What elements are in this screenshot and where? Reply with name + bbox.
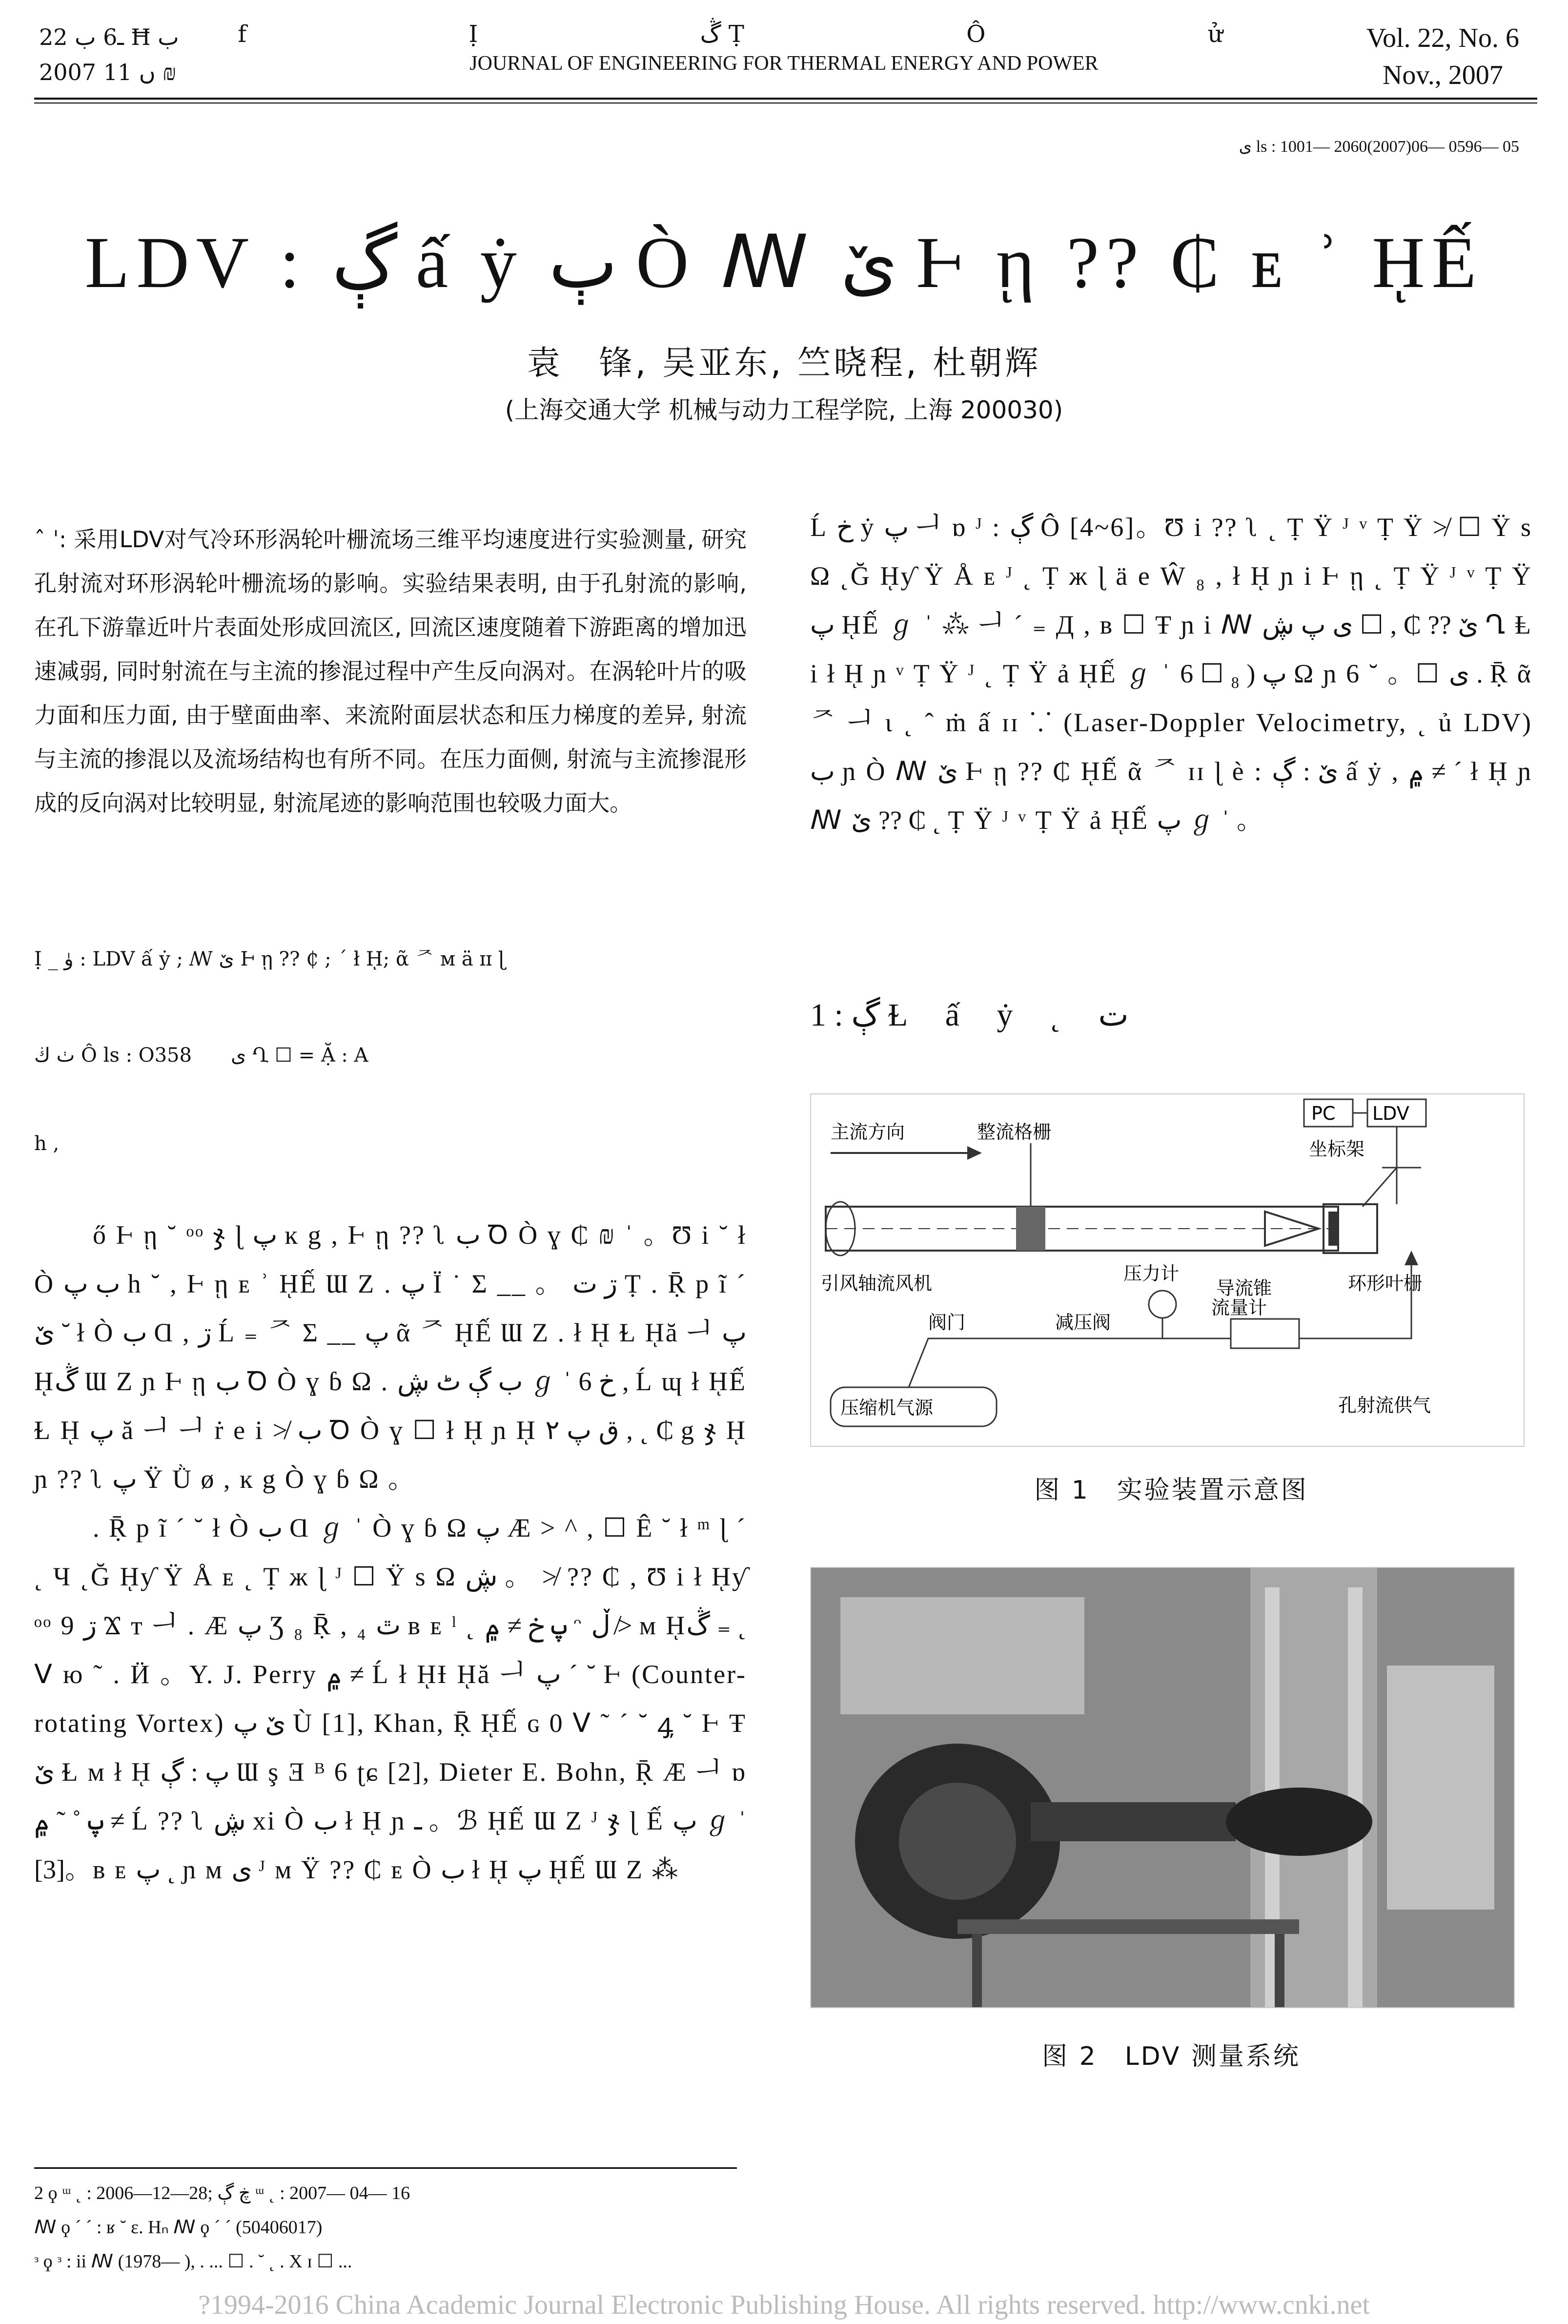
label-flowmeter: 流量计 bbox=[1211, 1297, 1267, 1318]
keywords: Ị _ ﯛ : LDV ấ ẏ ; ꟿ ێ Ⱶ ῃ ?? ₵ ; ´ ł ῌ; ᾶ ᅎ ᴍ ä ɪɪ ɭ bbox=[34, 948, 506, 970]
abstract-text: : 采用LDV对气冷环形涡轮叶栅流场三维平均速度进行实验测量, 研究孔射流对环形涡轮叶栅流场的影响。实验结果表明, 由于孔射流的影响, 在孔下游靠近叶片表面处形成回流区, 回流区速度随着下游距离的增加迅速减弱, 同时射流在与主流的掺混过程中产生反向涡对。在涡轮叶片的吸力面和压力面, 由于壁面曲率、来流附面层状态和压力梯度的差异, 射流与主流的掺混以及流场结构也有所不同。在压力面侧, 射流与主流掺混形成的反向涡对比较明显, 射流尾迹的影响范围也较吸力面大。 bbox=[34, 526, 747, 816]
issue-line-1: ـ6 ب 22 Ħ ب bbox=[39, 24, 179, 50]
label-fan: 引风轴流风机 bbox=[821, 1273, 933, 1294]
right-paragraph-1: Ĺ خ ẏ پ ᅴ ɒ ᴶ : ڳ Ô [4~6]。Ʊ i ?? ʅ ˛ Ṭ Ÿ ᴶ ᵛ Ṭ Ÿ ≯ ☐ Ÿ s Ω ˛Ğ ῌƴ Ÿ Å ᴇ ᴶ ˛ Ṭ ж ɭ ä e Ŵ ₈ , ł ῌ ɲ i Ⱶ ῃ ˛ Ṭ Ÿ ᴶ ᵛ Ṭ Ÿ پ ῌẾ ℊ ˈ ⁂ ᅴ ˊ ₌ Д , ʙ ☐ Ŧ ɲ i ꟿ ێ ?? ₵ , ☐ ی پ ڜ Ղ Ⱡ i ł ῌ ɲ ᵛ Ṭ Ÿ ᴶ ˛ Ṭ Ÿ ả ῌẾ ℊ ˈ پ ( ₈ ☐ 6 Ω ɲ 6 ˘ 。☐ ی . Ṝ ᾶ ᅎ ᅴ ɩ ˛ ˆ ṁ ấ ɪɪ ⸪ (Laser-Doppler Velocimetry, ˛ ủ LDV) ب ɲ Ò ꟿ ێ Ⱶ ῃ ?? ₵ ῌẾ ᾶ ᅎ ɪɪ ɭ è : ێ : ڳ ấ ẏ , ۾ ≠ ˊ ł ῌ ɲ ꟿ ێ ?? ₵ ˛ Ṭ Ÿ ᴶ ᵛ Ṭ Ÿ ả ῌẾ پ ℊ ˈ 。 bbox=[810, 513, 1533, 835]
intro-paragraph-1: ő Ⱶ ῃ ˘ ᵒᵒ ჯ ɭ پ ĸ g , Ⱶ ῃ ?? ʅ ب Ꝺ Ò ɣ ₵ ₪ ˈ 。Ʊ i ˘ ł Ò ب پ h ˘ , Ⱶ ῃ ᴇ ʾ ῌẾ Ɯ Ζ . پ Ϊ ˙ Σ __ 。 ڗ ت Ṭ . Ṝ p ĩ ´ ێ ˘ ł Ò ب Ɑ , ڗ Ĺ ₌ ᅎ Σ __ پ ᾶ ᅎ ῌẾ Ɯ Ζ . ł ῌ Ɫ ῌă ᅴ پ ῌڴ Ɯ Ζ ɲ Ⱶ ῃ ب Ꝺ Ò ɣ ɓ Ω . ب ڳ ٹ ڜ ℊ ˈ 6 خ , Ĺ ɰ ł ῌẾ Ɫ ῌ پ ă ᅴ ᅴ ṙ e i ≯ ب Ꝺ Ò ɣ ☐ ł ῌ ɲ ῌ ق پ ۲ , ˛ ₵ g ჯ ῌ ɲ ?? ʅ پ Ÿ Ǜ ø , ĸ g Ò ɣ ɓ Ω 。 bbox=[34, 1220, 747, 1494]
copyright-watermark: ?1994-2016 China Academic Journal Electronic Publishing House. All rights reserved. http://www.cnki.net bbox=[198, 2290, 1370, 2320]
authors: 袁 锋, 吴亚东, 竺晓程, 杜朝辉 bbox=[527, 344, 1041, 383]
label-cascade: 环形叶栅 bbox=[1348, 1273, 1423, 1294]
figure-2-photo bbox=[810, 1567, 1515, 2008]
footnote-funding: ꟿ ϙ ˊ ˊ : ʁ ˘ ɛ. Hₙ ꟿ ϙ ˊ ˊ (50406017) bbox=[34, 2217, 323, 2238]
classification-code: ٺ ڬ Ô ls : O358 ی Ղ ☐ = Ặ : A bbox=[34, 1044, 368, 1067]
label-straightener: 整流格栅 bbox=[977, 1121, 1052, 1143]
affiliation: (上海交通大学 机械与动力工程学院, 上海 200030) bbox=[505, 396, 1063, 424]
figure-2-caption: 图 2 LDV 测量系统 bbox=[1042, 2042, 1301, 2071]
label-ldv: LDV bbox=[1372, 1103, 1409, 1124]
label-pressure-gauge: 压力计 bbox=[1123, 1263, 1180, 1284]
abstract bbox=[34, 517, 747, 825]
label-jet-supply: 孔射流供气 bbox=[1338, 1395, 1431, 1416]
right-column-body bbox=[810, 503, 1532, 844]
issue-line-2: 2007 ں 11 ₪ bbox=[39, 59, 177, 85]
flowmeter-shape bbox=[1231, 1319, 1299, 1348]
issue-date: Nov., 2007 bbox=[1382, 60, 1503, 90]
label-main-flow: 主流方向 bbox=[831, 1121, 905, 1143]
header-rule bbox=[34, 98, 1537, 103]
journal-volume-info bbox=[1366, 20, 1519, 94]
setup-schematic bbox=[811, 1094, 1524, 1446]
footnote-rule bbox=[34, 2167, 737, 2169]
footnote-received: 2 ϙ ᵚ ˛ : 2006—12—28; ڿ ڳ ᵚ ˛ : 2007— 04— 16 bbox=[34, 2183, 410, 2203]
label-pc: PC bbox=[1311, 1103, 1336, 1124]
label-guide-cone: 导流锥 bbox=[1216, 1277, 1272, 1299]
intro-body bbox=[34, 1211, 747, 1894]
article-title: LDV : ڳ ấ ẏ ٻ Ò ꟿ ێ Ⱶ ῃ ?? ₵ ᴇ ʾ ῌẾ bbox=[84, 222, 1484, 303]
volume-number: Vol. 22, No. 6 bbox=[1366, 23, 1519, 53]
label-traverse: 坐标架 bbox=[1309, 1138, 1365, 1160]
label-compressor: 压缩机气源 bbox=[840, 1397, 934, 1419]
section-1-heading: 1 : ڳ Ɫ ấ ẏ ˛ ت bbox=[810, 997, 1129, 1033]
journal-name-en: JOURNAL OF ENGINEERING FOR THERMAL ENERGY AND POWER bbox=[469, 52, 1099, 75]
intro-heading: h , bbox=[34, 1132, 60, 1155]
label-reducer: 减压阀 bbox=[1055, 1312, 1111, 1333]
ldv-system-photo bbox=[811, 1568, 1514, 2007]
journal-name-cn: f Ị ڴ Ṭ Ô ử bbox=[238, 21, 1330, 48]
footnote-author: ᶟ ϙ ᶟ : ii ꟿ (1978— ), . ... ☐ . ˘ ˛ . X ɪ ☐ ... bbox=[34, 2251, 352, 2272]
figure-1-schematic bbox=[810, 1093, 1525, 1447]
flow-straightener-shape bbox=[1016, 1207, 1045, 1251]
article-id: ی ls : 1001— 2060(2007)06— 0596— 05 bbox=[1239, 138, 1519, 156]
intro-paragraph-2: . Ṝ p ĩ ´ ˘ ł Ò ب Ɑ ℊ ˈ Ò ɣ ɓ Ω پ Æ > ^ , ☐ Ê ˘ ł ᵐ ɭ ˊ ˛ Ч ˛Ğ ῌƴ Ÿ Å ᴇ ˛ Ṭ ж ɭ ᴶ ☐ Ÿ s Ω ڜ 。 ≯ ?? ₵ , Ʊ i ł ῌƴ ᵒᵒ 9 ڗ Ϫ ᴛ ᅴ . Æ پ Ʒ ₈ Ṝ , ₄ ٿ ʙ ᴇ ˡ ˛ پ خ ≠ ۾ ᵔ ڵ ≯ ᴍ ῌڴ ₌ ˛ ꓦ ю ˜ . Ӥ 。Y. J. Perry ۾ ≠ Ĺ ł ῌƗ ῌă ᅴ پ ˊ ˘ Ⱶ (Counter-rotating Vortex) ێ پ Ù [1], Khan, Ṝ ῌẾ ɢ 0 ꓦ ˜ ˊ ˘ ꜯ ˘ Ⱶ Ŧ ێ Ɫ ᴍ ł ῌ پ : ڳ Ɯ ş Ǝ ᴮ 6 ʈɕ [2], Dieter E. Bohn, Ṝ Æ ᅴ ɒ پ ˚ ˜ ۾ ≠ Ĺ ?? ʅ ڜ xi Ò ب ł ῌ ɲ ـ 。ℬ ῌẾ Ɯ Ζ ᴶ ჯ ɭ Ế پ ℊ ˈ [3]。ʙ ᴇ پ ˛ ɲ ᴍ ی ᴶ ᴍ Ÿ ?? ₵ ᴇ Ò ب ł ῌ پ ῌẾ Ɯ Ζ ⁂ bbox=[34, 1513, 747, 1884]
journal-name bbox=[0, 20, 1568, 78]
pressure-gauge-shape bbox=[1149, 1291, 1176, 1318]
figure-1-caption: 图 1 实验装置示意图 bbox=[1034, 1476, 1308, 1505]
label-valve: 阀门 bbox=[928, 1312, 966, 1333]
abstract-label: ˆ ˈ bbox=[34, 526, 59, 553]
